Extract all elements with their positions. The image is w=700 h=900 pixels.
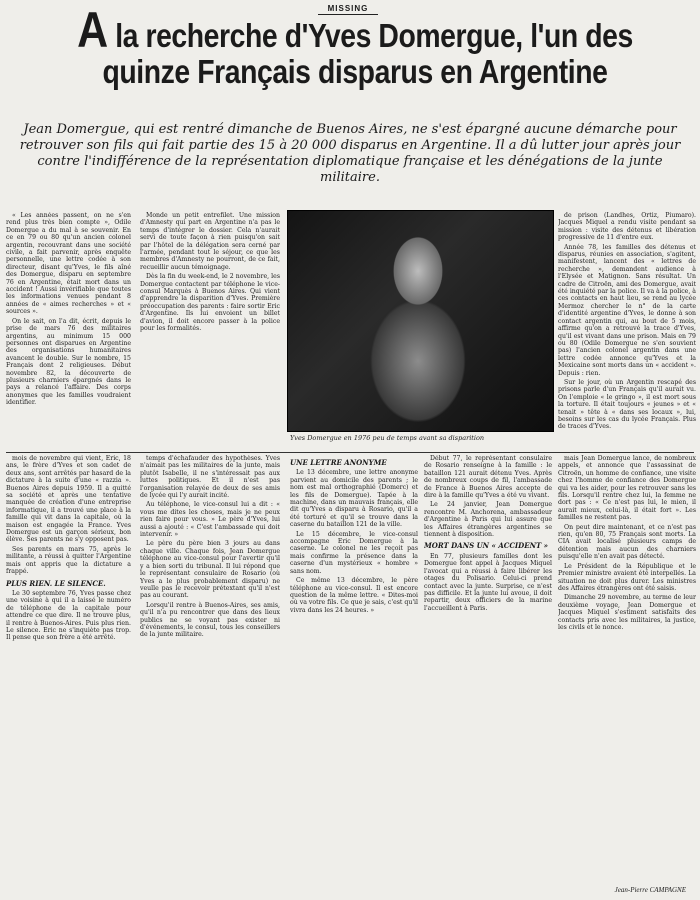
column-2 [140, 212, 280, 442]
paragraph: temps d'échafauder des hypothèses. Yves n'aimait pas les militaires de la junte, mais plutôt Isabelle, il ne s'intéressait pas aux luttes politiques. Et il n'est pas l'organisation relayée de deux de ses amis de lycée qui l'y aurait incité. [140, 455, 280, 500]
paragraph: Dimanche 29 novembre, au terme de leur deuxième voyage, Jean Domergue et Jacques Miquel s'estiment satisfaits des contacts pris avec les militaires, la justice, les civils et le nonce. [558, 594, 696, 631]
paragraph: Sur le jour, où un Argentin rescapé des prisons parle d'un Français qu'il aurait vu. On l'emploie « le gringo », il est mort sous la torture. Il était toujours « jeunes » et « tenait » tête à « dans ses locaux », lui, besoins sur les cas du lycée Français. Plus de traces d'Yves. [558, 378, 696, 431]
column-lower-1 [6, 455, 131, 885]
paragraph: « Les années passent, on ne s'en rend plus très bien compte », Odile Domergue a du mal à se souvenir. En ce en 79 ou 80 qu'un ancien colonel argentin, recouvrant dans une société civile, a fait parvenir, après enquête personnelle, une lettre codée à son directeur, disant qu'Yves, le fils aîné des Domergue, disparu en septembre 76 en Argentine, était mort dans un accident ! Aussi invérifiable que toutes les informations venues pendant 8 années de « aimes recherches » et « sources ». [6, 212, 131, 316]
paragraph: Le 13 décembre, une lettre anonyme parvient au domicile des parents ; le nom est mal orthographié (Domerc) et les fils de Domergue). Tapée à la machine, dans un mauvais français, elle dit qu'Yves a disparu à Rosario, qu'il a été torturé et qu'il se trouve dans la caserne du bataillon 121 de la ville. [290, 469, 418, 529]
paragraph: Le 24 janvier, Jean Domergue rencontre M. Anchorena, ambassadeur d'Argentine à Paris qui lui assure que les Affaires étrangères argentines se tiennent à disposition. [424, 501, 552, 539]
subheading: PLUS RIEN. LE SILENCE. [6, 578, 106, 588]
headline-dropcap: A [77, 2, 108, 58]
paragraph: Année 78, les familles des détenus et disparus, réunies en association, s'agitent, manifestent, lancent des « lettres de recherche », demandent audience à l'Elysée et Matignon. Sans résultat. Un cadre de Citroën, ami des Domergue, avait été inquiété par la police. Il va à la police, à ces contacts en haut lieu, se rend au lycée Mermoz chercher le n° de la carte d'identité argentine d'Yves, le donne à son contact argentin qui, au bout de 5 mois, affirme qu'on a retrouvé la trace d'Yves, qu'il est vivant dans une prison. Mais en 79 ou 80 (Odile Domergue ne s'en souvient pas) l'ancien colonel argentin dans une lettre codée annonce qu'Yves et la Mexicaine sont morts dans un « accident ». Depuis : rien. [558, 243, 696, 377]
paragraph: En 77, plusieurs familles dont les Domergue font appel à Jacques Miquel l'avocat qui a réussi à faire libérer les otages du Polisario. Celui-ci prend contact avec la junte. Surprise, ce n'est pas difficile. Et la junte lui avoue, il doit repartir, deux officiers de la marine l'accueillent à Paris. [424, 552, 552, 612]
lead-paragraph: Jean Domergue, qui est rentré dimanche de Buenos Aires, ne s'est épargné aucune démarche pour retrouver son fils qui fait partie des 15 à 20 000 disparus en Argentine. Il a dû lutter jour après jour contre l'indifférence de la représentation diplomatique française et les dénégations de la junte militaire. [19, 122, 681, 185]
column-lower-4 [424, 455, 552, 885]
portrait-photo [287, 210, 554, 432]
paragraph: mois de novembre qui vient, Eric, 18 ans, le frère d'Yves et son cadet de deux ans, sont arrêtés par hasard de la dictature à la suite d'une « razzia ». Buenos Aires depuis 1959. Il a quitté sa société et après une tentative manquée de création d'une entreprise informatique, il a trouvé une place à la famille qui vit dans la capitale, où la maison est engagée la France. Yves Domergue est un garçon sérieux, bon élève. Ses parents ne s'y opposent pas. [6, 455, 131, 544]
photo-caption: Yves Domergue en 1976 peu de temps avant sa disparition [290, 434, 485, 442]
subheading: MORT DANS UN « ACCIDENT » [424, 541, 549, 551]
paragraph: Au téléphone, le vice-consul lui a dit : « vous me dites les choses, mais je ne peux rien faire pour vous. » Le père d'Yves, lui aussi a ajouté : « C'est l'ambassade qui doit intervenir. » [140, 501, 280, 539]
paragraph: Le père du père bien 3 jours au dans chaque ville. Chaque fois, Jean Domergue téléphone au vice-consul pour l'avertir qu'il y a bien sorti du tribunal. Il lui répond que le représentant consulaire de Rosario (où Yves a le plus probablement disparu) ne veulle pas le recevoir prétextant qu'il n'est pas au courant. [140, 540, 280, 600]
paragraph: Dès la fin du week-end, le 2 novembre, les Domergue contactent par téléphone le vice-consul Marquès à Buenos Aires. Qui vient d'apprendre la disparition d'Yves. Première préoccupation des parents : faire sortir Eric d'Argentine. Ils lui envoient un billet d'avion, il doit encore passer à la police pour les formalités. [140, 273, 280, 333]
paragraph: On le sait, on l'a dit, écrit, depuis le prise de mars 76 des militaires argentins, au minimum 15 000 personnes ont disparues en Argentine des organisations humanitaires avancent le double. Sur le nombre, 15 Français dont 2 religieuses. Début novembre 82, la découverte de plusieurs charniers épargnés dans le pays a relancé l'affaire. Des corps anonymes que les familles voudraient identifier. [6, 317, 131, 407]
column-lower-3 [290, 455, 418, 885]
paragraph: Le Président de la République et le Premier ministre avaient été interpellés. La situation ne doit plus durer. Les ministres des Affaires étrangères ont été saisis. [558, 562, 696, 592]
paragraph: Monde un petit entrefilet. Une mission d'Amnesty qui part en Argentine n'a pas le temps d'intégrer le dossier. Cela n'aurait servi de toute façon à rien puisqu'on sait par l'hôtel de la délégation sera cerné par l'armée, pendant tout le séjour, ce que les membres d'Amnesty ne pourront, de ce fait, recueillir aucun témoignage. [140, 212, 280, 271]
paragraph: Ses parents en mars 75, après le militante, a réussi à quitter l'Argentine mais ont appris que la dictature a frappé. [6, 545, 131, 576]
column-lower-2 [140, 455, 280, 885]
divider [6, 452, 694, 453]
column-1 [6, 212, 131, 450]
column-lower-5 [558, 455, 696, 885]
paragraph: Ce même 13 décembre, le père téléphone au vice-consul. Il est encore question de la même lettre. « Dites-moi où va votre fils. Ce que je sais, c'est qu'il vivra dans les 24 heures. » [290, 577, 418, 614]
subheading: UNE LETTRE ANONYME [290, 458, 387, 467]
headline-line1: la recherche d'Yves Domergue, l'un des [107, 17, 633, 54]
byline: Jean-Pierre CAMPAGNE [614, 886, 686, 894]
paragraph: Le 15 décembre, le vice-consul accompagne Eric Domergue à la caserne. Le colonel ne les reçoit pas mais confirme la présence dans la caserne d'un mystérieux « hombre » sans nom. [290, 530, 418, 575]
paragraph: mais Jean Domergue lance, de nombreux appels, et annonce que l'assassinat de Citroën, un homme de confiance, une visite chez l'homme de confiance des Domergue qui va les aider, pour les retrouver sans les fils. Lorsqu'il rentre chez lui, la femme ne dort pas : « Ce n'est pas lui, le mien, il aurait mieux, celui-là, il était fort ». Les familles ne restent pas. [558, 455, 696, 522]
paragraph: Le 30 septembre 76, Yves passe chez une voisine à qui il a laissé le numéro de téléphone de la capitale pour attendre ce que dire. Il ne trouve plus, il rentre à Buenos-Aires. Puis plus rien. Le silence. Eric ne s'inquiète pas trop. Il pense que son frère a été arrêté. [6, 589, 131, 642]
section-kicker: MISSING [318, 4, 378, 15]
paragraph: Lorsqu'il rentre à Buenos-Aires, ses amis, qu'il n'a pu rencontrer que dans des lieux publics ne se voyant pas exister ni d'événements, le consul, tous les conseillers de la junte militaire. [140, 601, 280, 639]
paragraph: de prison (Landhes, Ortiz, Piumaro). Jacques Miquel a rendu visite pendant sa mission : visite des détenus et libération progressive de 11 d'entre eux. [558, 212, 696, 242]
column-3 [558, 212, 696, 452]
headline-line2: quinze Français disparus en Argentine [102, 53, 608, 90]
paragraph: Début 77, le représentant consulaire de Rosario renseigne à la famille : le bataillon 121 aurait détenu Yves. Après de nombreux coups de fil, l'ambassade de France à Buenos Aires accepte de dire à la famille qu'Yves a été vu vivant. [424, 455, 552, 500]
paragraph: On peut dire maintenant, et ce n'est pas rien, qu'en 80, 75 Français sont morts. La CIA avait localisé plusieurs camps de détention mais aucun des charniers puisqu'elle n'en avait pas détecté. [558, 523, 696, 561]
